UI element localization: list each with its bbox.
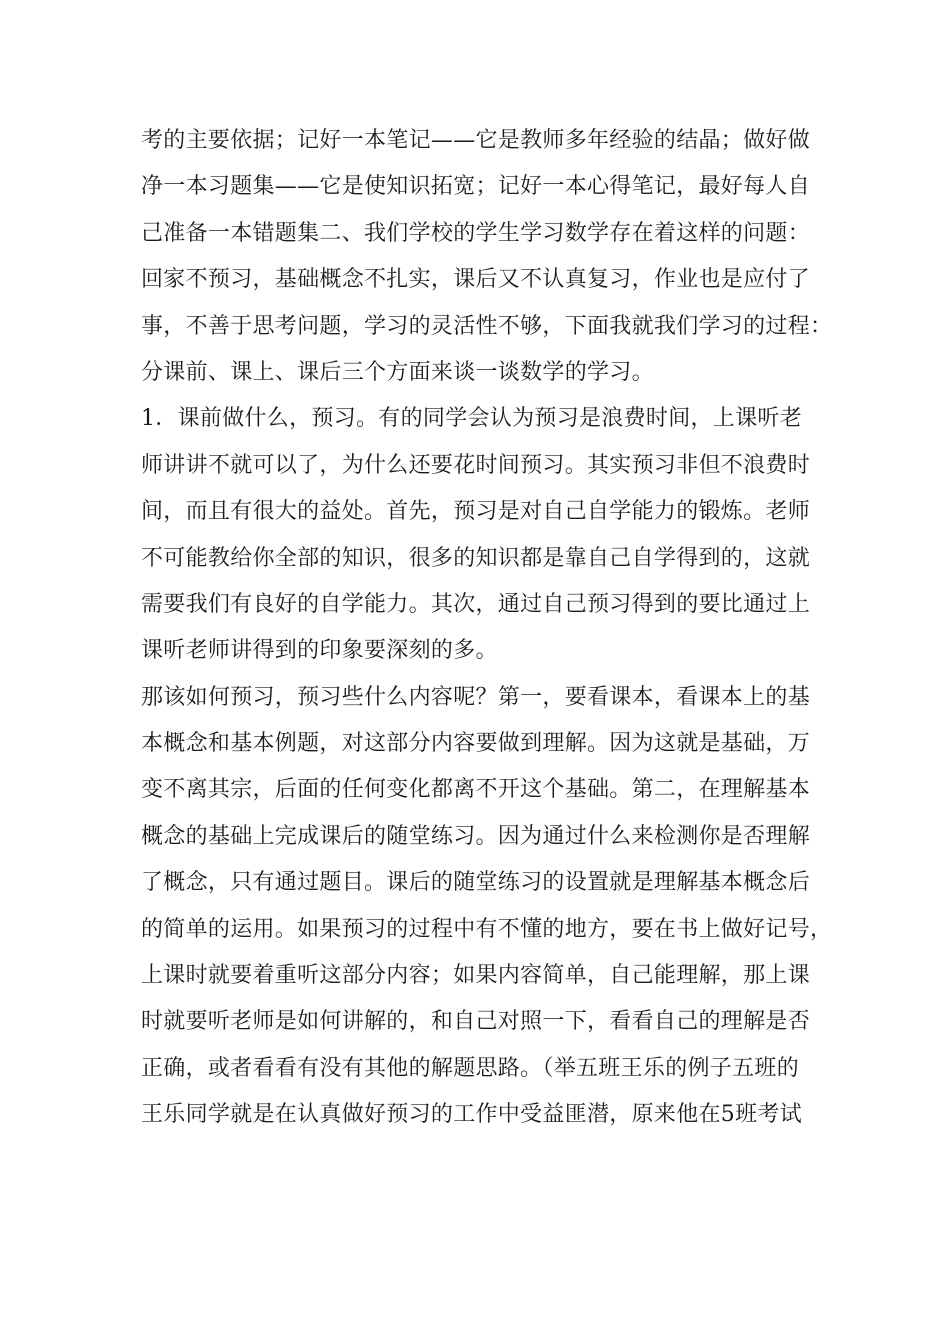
text-line: 考的主要依据；记好一本笔记——它是教师多年经验的结晶；做好做 <box>141 128 811 153</box>
text-line: 正确，或者看看有没有其他的解题思路。（举五班王乐的例子五班的 <box>141 1055 800 1081</box>
text-line: 变不离其宗，后面的任何变化都离不开这个基础。第二，在理解基本 <box>141 777 811 803</box>
body-text <box>141 118 833 1139</box>
text-line: 净一本习题集——它是使知识拓宽；记好一本心得笔记，最好每人自 <box>141 174 811 200</box>
text-line: 1．课前做什么，预习。有的同学会认为预习是浪费时间，上课听老 <box>141 406 802 432</box>
text-line: 时就要听老师是如何讲解的，和自己对照一下，看看自己的理解是否 <box>141 1009 811 1035</box>
text-line: 间，而且有很大的益处。首先，预习是对自己自学能力的锻炼。老师 <box>141 499 811 525</box>
text-line: 师讲讲不就可以了，为什么还要花时间预习。其实预习非但不浪费时 <box>141 452 811 478</box>
text-line: 事，不善于思考问题，学习的灵活性不够，下面我就我们学习的过程： <box>141 313 833 339</box>
text-line: 的简单的运用。如果预习的过程中有不懂的地方，要在书上做好记号， <box>141 916 833 942</box>
text-line: 那该如何预习，预习些什么内容呢？第一，要看课本，看课本上的基 <box>141 684 811 710</box>
text-line: 己准备一本错题集二、我们学校的学生学习数学存在着这样的问题： <box>141 220 811 246</box>
text-line: 需要我们有良好的自学能力。其次，通过自己预习得到的要比通过上 <box>141 591 811 617</box>
text-line: 了概念，只有通过题目。课后的随堂练习的设置就是理解基本概念后 <box>141 870 811 896</box>
text-line: 分课前、课上、课后三个方面来谈一谈数学的学习。 <box>141 359 654 385</box>
text-line: 上课时就要着重听这部分内容；如果内容简单，自己能理解，那上课 <box>141 963 811 989</box>
text-line: 王乐同学就是在认真做好预习的工作中受益匪潜，原来他在5班考试 <box>141 1102 802 1128</box>
text-line: 课听老师讲得到的印象要深刻的多。 <box>141 638 498 664</box>
text-line: 回家不预习，基础概念不扎实，课后又不认真复习，作业也是应付了 <box>141 267 811 293</box>
text-line: 本概念和基本例题，对这部分内容要做到理解。因为这就是基础，万 <box>141 731 811 757</box>
text-line: 概念的基础上完成课后的随堂练习。因为通过什么来检测你是否理解 <box>141 823 811 849</box>
text-line: 不可能教给你全部的知识，很多的知识都是靠自己自学得到的，这就 <box>141 545 811 571</box>
